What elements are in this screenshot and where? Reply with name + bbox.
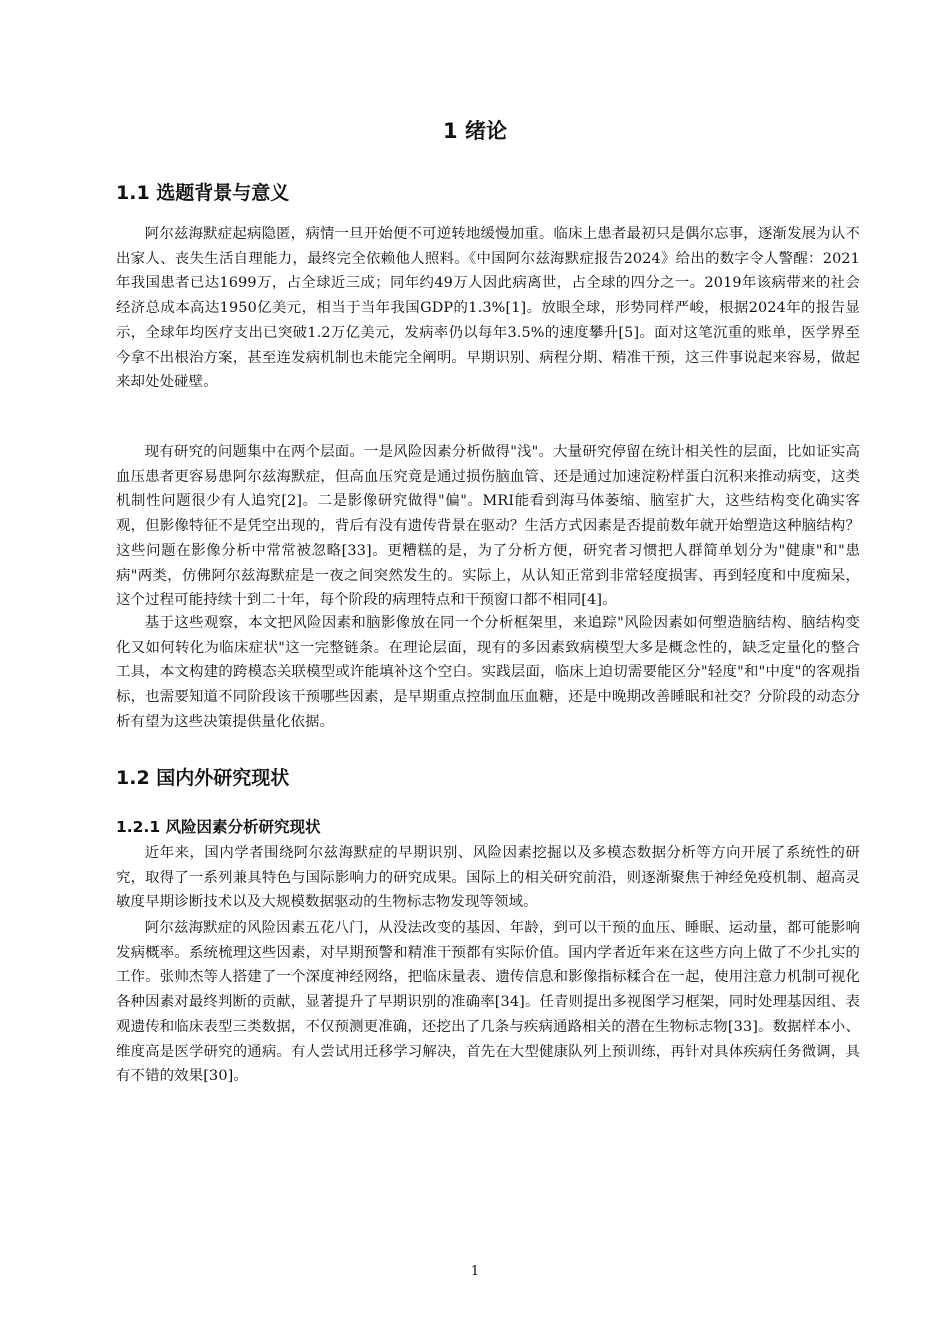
paragraph: 基于这些观察，本文把风险因素和脑影像放在同一个分析框架里，来追踪"风险因素如何塑造脑结构、脑结构变化又如何转化为临床症状"这一完整链条。在理论层面，现有的多因素致病模型大多是概念性的，缺乏定量化的整合工具，本文构建的跨模态关联模型或许能填补这个空白。实践层面，临床上迫切需要能区分"轻度"和"中度"的客观指标，也需要知道不同阶段该干预哪些因素，是早期重点控制血压血糖，还是中晚期改善睡眠和社交？分阶段的动态分析有望为这些决策提供量化依据。 [116,615,860,730]
paragraph: 阿尔兹海默症的风险因素五花八门，从没法改变的基因、年龄，到可以干预的血压、睡眠、运动量，都可能影响发病概率。系统梳理这些因素，对早期预警和精准干预都有实际价值。国内学者近年来在这些方向上做了不少扎实的工作。张帅杰等人搭建了一个深度神经网络，把临床量表、遗传信息和影像指标糅合在一起，使用注意力机制可视化各种因素对最终判断的贡献，显著提升了早期识别的准确率[34]。任青则提出多视图学习框架，同时处理基因组、表观遗传和临床表型三类数据，不仅预测更准确，还挖出了几条与疾病通路相关的潜在生物标志物[33]。数据样本小、维度高是医学研究的通病。有人尝试用迁移学习解决，首先在大型健康队列上预训练，再针对具体疾病任务微调，具有不错的效果[30]。 [116,920,860,1085]
page-number: 1 [470,1264,480,1279]
section-heading-1-2: 1.2 国内外研究现状 [116,767,290,789]
paragraph: 近年来，国内学者围绕阿尔兹海默症的早期识别、风险因素挖掘以及多模态数据分析等方向开展了系统性的研究，取得了一系列兼具特色与国际影响力的研究成果。国际上的相关研究前沿，则逐渐聚焦于神经免疫机制、超高灵敏度早期诊断技术以及大规模数据驱动的生物标志物发现等领域。 [116,845,860,911]
section-heading-1-1: 1.1 选题背景与意义 [116,182,290,204]
paragraph: 现有研究的问题集中在两个层面。一是风险因素分析做得"浅"。大量研究停留在统计相关性的层面，比如证实高血压患者更容易患阿尔兹海默症，但高血压究竟是通过损伤脑血管、还是通过加速淀粉样蛋白沉积来推动病变，这类机制性问题很少有人追究[2]。二是影像研究做得"偏"。MRI能看到海马体萎缩、脑室扩大，这些结构变化确实客观，但影像特征不是凭空出现的，背后有没有遗传背景在驱动？生活方式因素是否提前数年就开始塑造这种脑结构？这些问题在影像分析中常常被忽略[33]。更糟糕的是，为了分析方便，研究者习惯把人群简单划分为"健康"和"患病"两类，仿佛阿尔兹海默症是一夜之间突然发生的。实际上，从认知正常到非常轻度损害、再到轻度和中度痴呆，这个过程可能持续十到二十年，每个阶段的病理特点和干预窗口都不相同[4]。 [116,444,860,609]
paragraph: 阿尔兹海默症起病隐匿，病情一旦开始便不可逆转地缓慢加重。临床上患者最初只是偶尔忘事，逐渐发展为认不出家人、丧失生活自理能力，最终完全依赖他人照料。《中国阿尔兹海默症报告2024》给出的数字令人警醒：2021年我国患者已达1699万，占全球近三成；同年约49万人因此病离世，占全球的四分之一。2019年该病带来的社会经济总成本高达1950亿美元，相当于当年我国GDP的1.3%[1]。放眼全球，形势同样严峻，根据2024年的报告显示，全球年均医疗支出已突破1.2万亿美元，发病率仍以每年3.5%的速度攀升[5]。面对这笔沉重的账单，医学界至今拿不出根治方案，甚至连发病机制也未能完全阐明。早期识别、病程分期、精准干预，这三件事说起来容易，做起来却处处碰壁。 [116,226,860,391]
chapter-title: 1 绪论 [443,119,507,143]
subsection-heading-1-2-1: 1.2.1 风险因素分析研究现状 [116,818,321,836]
